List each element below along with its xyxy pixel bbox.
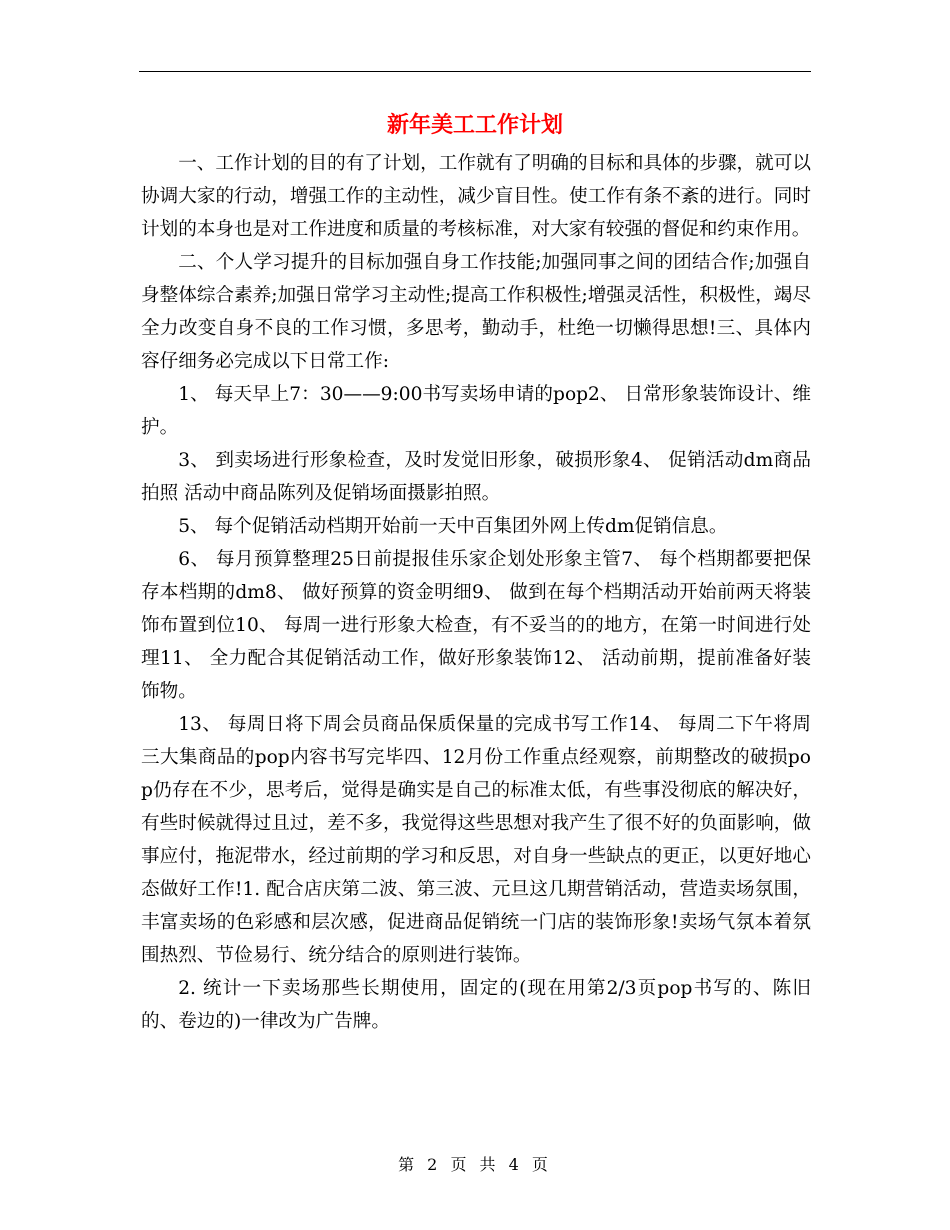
document-title: 新年美工工作计划 (386, 112, 563, 138)
document-body (141, 147, 811, 1038)
paragraph-6: 6、 每月预算整理25日前提报佳乐家企划处形象主管7、 每个档期都要把保存本档期的dm8、 做好预算的资金明细9、 做到在每个档期活动开始前两天将装饰布置到位10、 每周一进行形象大检查，有不妥当的的地方，在第一时间进行处理11、 全力配合其促销活动工作，做好形象装饰12、 活动前期，提前准备好装饰物。 (141, 549, 811, 702)
header-rule (139, 71, 811, 72)
paragraph-1: 一、工作计划的目的有了计划，工作就有了明确的目标和具体的步骤，就可以协调大家的行动，增强工作的主动性，减少盲目性。使工作有条不紊的进行。同时计划的本身也是对工作进度和质量的考核标准，对大家有较强的督促和约束作用。 (141, 153, 811, 240)
paragraph-5: 5、 每个促销活动档期开始前一天中百集团外网上传dm促销信息。 (178, 516, 728, 537)
paragraph-3: 1、 每天早上7：30——9:00书写卖场申请的pop2、 日常形象装饰设计、维护。 (141, 384, 811, 438)
paragraph-7: 13、 每周日将下周会员商品保质保量的完成书写工作14、 每周二下午将周三大集商品的pop内容书写完毕四、12月份工作重点经观察，前期整改的破损pop仍存在不少，思考后，觉得是确实是自己的标准太低，有些事没彻底的解决好，有些时候就得过且过，差不多，我觉得这些思想对我产生了很不好的负面影响，做事应付，拖泥带水，经过前期的学习和反思，对自身一些缺点的更正，以更好地心态做好工作!1. 配合店庆第二波、第三波、元旦这几期营销活动，营造卖场氛围，丰富卖场的色彩感和层次感，促进商品促销统一门店的装饰形象!卖场气氛本着氛围热烈、节俭易行、统分结合的原则进行装饰。 (141, 714, 811, 966)
paragraph-8: 2. 统计一下卖场那些长期使用，固定的(现在用第2/3页pop书写的、陈旧的、卷边的)一律改为广告牌。 (141, 978, 811, 1032)
paragraph-4: 3、 到卖场进行形象检查，及时发觉旧形象，破损形象4、 促销活动dm商品拍照 活动中商品陈列及促销场面摄影拍照。 (141, 450, 811, 504)
paragraph-2: 二、个人学习提升的目标加强自身工作技能;加强同事之间的团结合作;加强自身整体综合素养;加强日常学习主动性;提高工作积极性;增强灵活性，积极性，竭尽全力改变自身不良的工作习惯，多思考，勤动手，杜绝一切懒得思想!三、具体内容仔细务必完成以下日常工作: (141, 252, 811, 372)
page-number: 第 2 页 共 4 页 (398, 1155, 552, 1174)
